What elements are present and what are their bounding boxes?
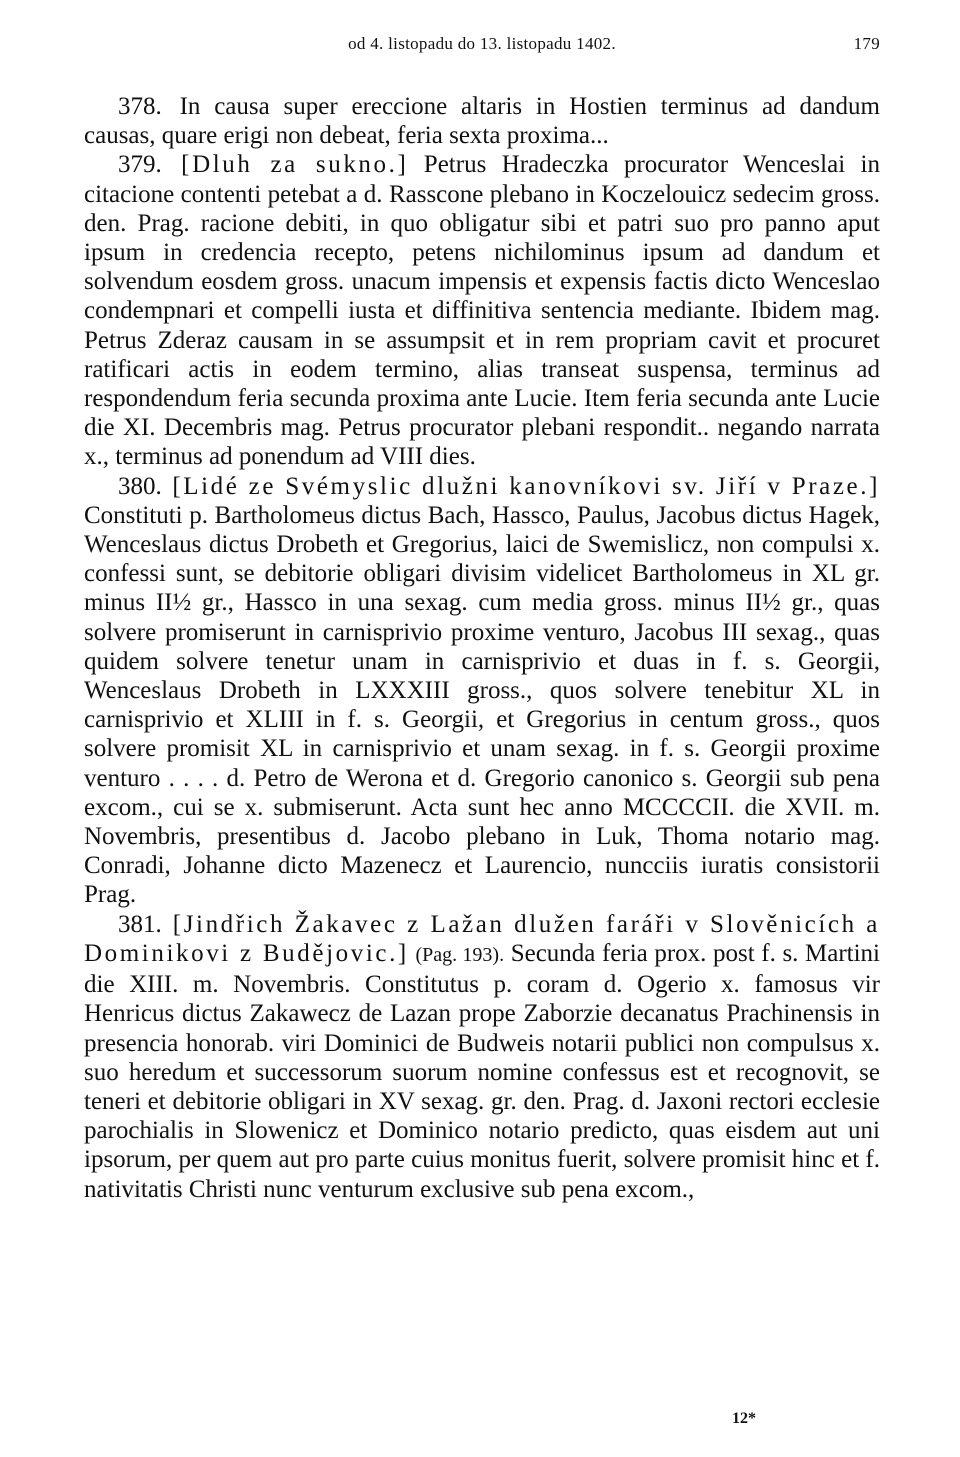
document-page <box>84 0 880 1457</box>
entry-378 <box>84 92 880 150</box>
running-head <box>84 34 880 58</box>
entry-number: 378. <box>118 93 162 120</box>
entry-381 <box>84 910 880 1204</box>
entry-text: Constituti p. Bartholomeus dictus Bach, Hassco, Paulus, Jacobus dictus Hagek, Wenceslaus dictus Drobeth et Gregorius, laici de Swemislicz, non compulsi x. confessi sunt, se debitorie obligari divisim videlicet Bartholomeus in XL gr. minus II½ gr., Hassco in una sexag. cum media gross. minus II½ gr., quas solvere promiserunt in carnisprivio proxime venturo, Jacobus III sexag., quas quidem solvere tenetur unam in carnisprivio et duas in f. s. Georgii, Wenceslaus Drobeth in LXXXIII gross., quos solvere tenebitur XL in carnisprivio et XLIII in f. s. Georgii, et Gregorius in centum gross., quos solvere promisit XL in carnisprivio et unam sexag. in f. s. Georgii proxime venturo . . . . d. Petro de Werona et d. Gregorio canonico s. Georgii sub pena excom., cui se x. submiserunt. Acta sunt hec anno MCCCCII. die XVII. m. Novembris, presentibus d. Jacobo plebano in Luk, Thoma notario mag. Conradi, Johanne dicto Mazenecz et Laurencio, nuncciis iuratis consistorii Prag. <box>84 501 880 909</box>
running-title: od 4. listopadu do 13. listopadu 1402. <box>348 34 616 53</box>
entry-title: [Dluh za sukno.] <box>181 151 409 179</box>
entry-text: In causa super ereccione altaris in Hostien terminus ad dandum causas, quare erigi non debeat, feria sexta proxima... <box>84 93 881 150</box>
entry-text: Petrus Hradeczka procurator Wenceslai in citacione contenti petebat a d. Rasscone plebano in Koczelouicz sedecim gross. den. Prag. racione debiti, in quo obligatur sibi et patri suo pro panno aput ipsum in credencia recepto, petens nichilominus ipsum ad dandum et solvendum eosdem gross. unacum impensis et expensis factis dicto Wenceslao condempnari et compelli iusta et diffinitiva sentencia mediante. Ibidem mag. Petrus Zderaz causam in se assumpsit et in rem propriam cavit et procuret ratificari actis in eodem termino, alias transeat suspensa, terminus ad respondendum feria secunda proxima ante Lucie. Item feria secunda ante Lucie die XI. Decembris mag. Petrus procurator plebani respondit.. negando narrata x., terminus ad ponendum ad VIII dies. <box>84 151 880 471</box>
signature-mark: 12* <box>732 1410 756 1427</box>
page-number: 179 <box>853 34 880 53</box>
body-text <box>84 92 880 1204</box>
entry-title: [Lidé ze Svémyslic dlužni kanovníkovi sv. Jiří v Praze.] <box>172 472 881 500</box>
entry-text: Secunda feria prox. post f. s. Martini die XIII. m. Novembris. Constitutus p. coram d. Ogerio x. famosus vir Henricus dictus Zakawecz de Lazan prope Zaborzie decanatus Prachinensis in presencia honorab. viri Dominici de Budweis notarii publici non compulsus x. suo heredum et successorum suorum nomine confessus est et recognovit, se teneri et debitorie obligari in XV sexag. gr. den. Prag. d. Jaxoni rectori ecclesie parochialis in Slowenicz et Dominico notario predicto, quas eisdem aut uni ipsorum, per quem aut pro parte cuius monitus fuerit, solvere promisit hinc et f. nativitatis Christi nunc venturum exclusive sub pena excom., <box>84 939 881 1203</box>
entry-379 <box>84 150 880 471</box>
page-reference: (Pag. 193). <box>415 943 505 966</box>
entry-title: [Jindřich Žakavec z Lažan dlužen faráři v Slověnicích a Dominikovi z Budějovic.] <box>84 910 881 967</box>
entry-number: 380. <box>118 472 162 500</box>
entry-380 <box>84 472 880 910</box>
entry-number: 379. <box>118 151 162 179</box>
entry-number: 381. <box>118 910 162 938</box>
